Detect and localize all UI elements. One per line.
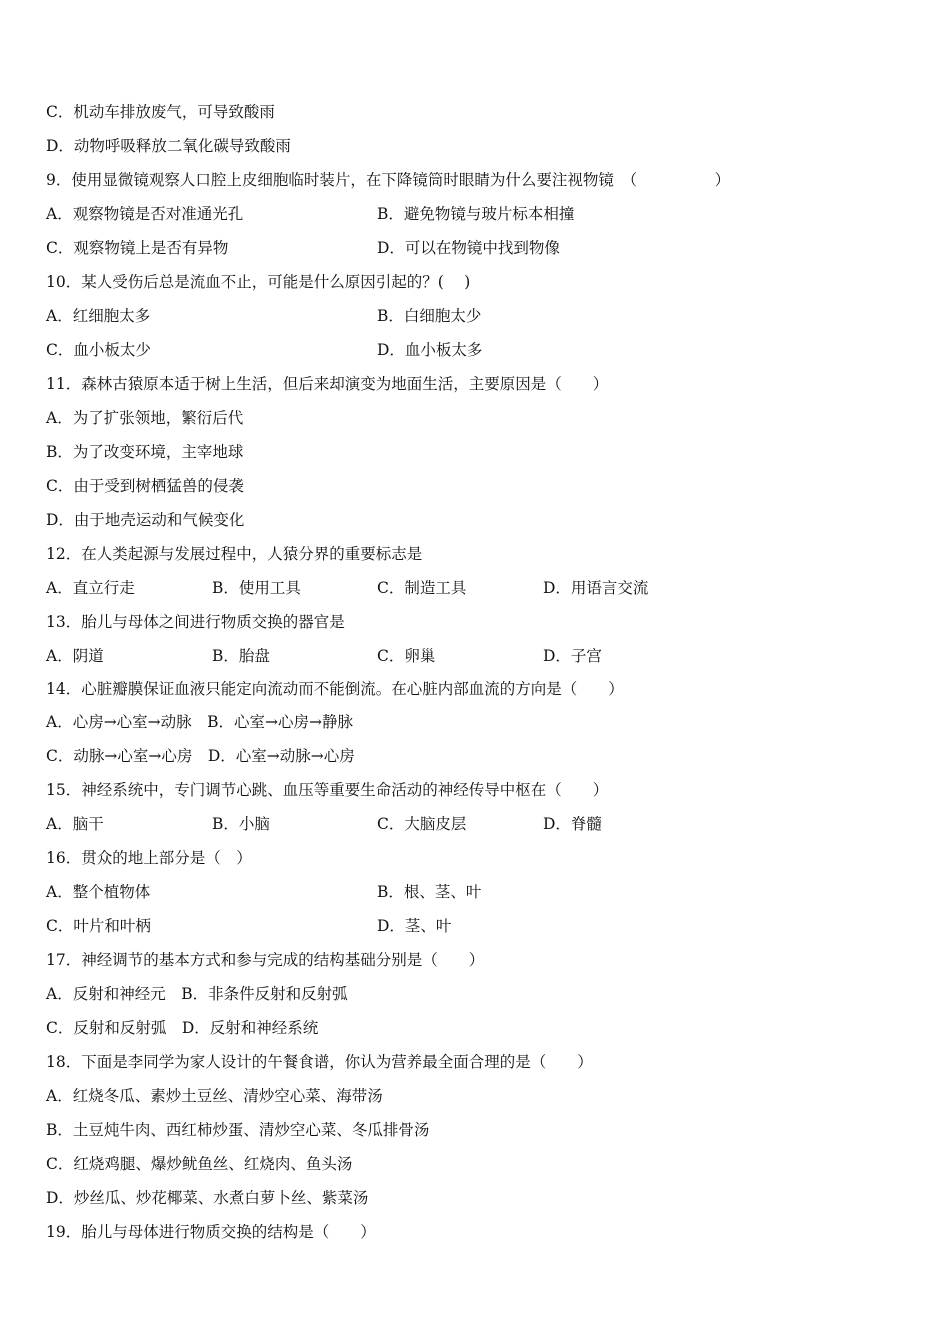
q10-option-a: A．红细胞太多: [46, 307, 151, 325]
question-11: 11．森林古猿原本适于树上生活，但后来却演变为地面生活，主要原因是（ ）: [46, 375, 609, 393]
q12-option-a: A．直立行走: [46, 579, 135, 597]
q9-options-cd: [46, 236, 560, 260]
q15-option-c: C．大脑皮层: [377, 815, 467, 833]
q16-option-d: D．茎、叶: [377, 917, 452, 935]
q12-options: [46, 576, 649, 600]
q15-option-d: D．脊髓: [543, 815, 602, 833]
q9-option-b: B．避免物镜与玻片标本相撞: [377, 205, 575, 223]
q10-option-c: C．血小板太少: [46, 341, 151, 359]
q15-options: [46, 812, 602, 836]
q18-option-d: D．炒丝瓜、炒花椰菜、水煮白萝卜丝、紫菜汤: [46, 1189, 369, 1207]
question-13: 13．胎儿与母体之间进行物质交换的器官是: [46, 613, 345, 631]
q12-option-c: C．制造工具: [377, 579, 467, 597]
question-12: 12．在人类起源与发展过程中，人猿分界的重要标志是: [46, 545, 423, 563]
q16-options-cd: [46, 914, 452, 938]
q9-option-a: A．观察物镜是否对准通光孔: [46, 205, 244, 223]
q9-option-c: C．观察物镜上是否有异物: [46, 239, 229, 257]
q15-option-b: B．小脑: [212, 815, 270, 833]
q16-option-c: C．叶片和叶柄: [46, 917, 151, 935]
q13-option-d: D．子宫: [543, 647, 602, 665]
q9-options-ab: [46, 202, 575, 226]
q10-option-d: D．血小板太多: [377, 341, 483, 359]
q11-option-b: B．为了改变环境，主宰地球: [46, 443, 244, 461]
option-text: C．机动车排放废气，可导致酸雨: [46, 103, 275, 121]
q16-option-b: B．根、茎、叶: [377, 883, 482, 901]
question-19: 19．胎儿与母体进行物质交换的结构是（ ）: [46, 1223, 376, 1241]
q13-option-b: B．胎盘: [212, 647, 270, 665]
q18-option-c: C．红烧鸡腿、爆炒鱿鱼丝、红烧肉、鱼头汤: [46, 1155, 353, 1173]
q14-options-ab: A．心房→心室→动脉 B．心室→心房→静脉: [46, 713, 354, 731]
q12-option-b: B．使用工具: [212, 579, 301, 597]
q13-option-c: C．卵巢: [377, 647, 436, 665]
q18-option-b: B．土豆炖牛肉、西红柿炒蛋、清炒空心菜、冬瓜排骨汤: [46, 1121, 430, 1139]
option-text: D．动物呼吸释放二氧化碳导致酸雨: [46, 137, 291, 155]
q10-options-ab: [46, 304, 482, 328]
question-15: 15．神经系统中，专门调节心跳、血压等重要生命活动的神经传导中枢在（ ）: [46, 781, 609, 799]
q16-options-ab: [46, 880, 482, 904]
q11-option-a: A．为了扩张领地，繁衍后代: [46, 409, 244, 427]
q11-option-c: C．由于受到树栖猛兽的侵袭: [46, 477, 244, 495]
question-18: 18．下面是李同学为家人设计的午餐食谱，你认为营养最全面合理的是（ ）: [46, 1053, 593, 1071]
question-10: 10．某人受伤后总是流血不止，可能是什么原因引起的？( ): [46, 273, 471, 291]
question-16: 16．贯众的地上部分是（ ）: [46, 849, 252, 867]
q13-option-a: A．阴道: [46, 647, 104, 665]
q16-option-a: A．整个植物体: [46, 883, 151, 901]
q11-option-d: D．由于地壳运动和气候变化: [46, 511, 245, 529]
question-14: 14．心脏瓣膜保证血液只能定向流动而不能倒流。在心脏内部血流的方向是（ ）: [46, 680, 624, 698]
q17-options-ab: A．反射和神经元 B．非条件反射和反射弧: [46, 985, 348, 1003]
q12-option-d: D．用语言交流: [543, 579, 649, 597]
question-9: 9．使用显微镜观察人口腔上皮细胞临时装片，在下降镜筒时眼睛为什么要注视物镜 （ ）: [46, 171, 731, 189]
q18-option-a: A．红烧冬瓜、素炒土豆丝、清炒空心菜、海带汤: [46, 1087, 383, 1105]
q17-options-cd: C．反射和反射弧 D．反射和神经系统: [46, 1019, 319, 1037]
q15-option-a: A．脑干: [46, 815, 104, 833]
question-17: 17．神经调节的基本方式和参与完成的结构基础分别是（ ）: [46, 951, 485, 969]
q10-options-cd: [46, 338, 483, 362]
q14-options-cd: C．动脉→心室→心房 D．心室→动脉→心房: [46, 747, 355, 765]
q9-option-d: D．可以在物镜中找到物像: [377, 239, 560, 257]
q13-options: [46, 644, 602, 668]
q10-option-b: B．白细胞太少: [377, 307, 482, 325]
